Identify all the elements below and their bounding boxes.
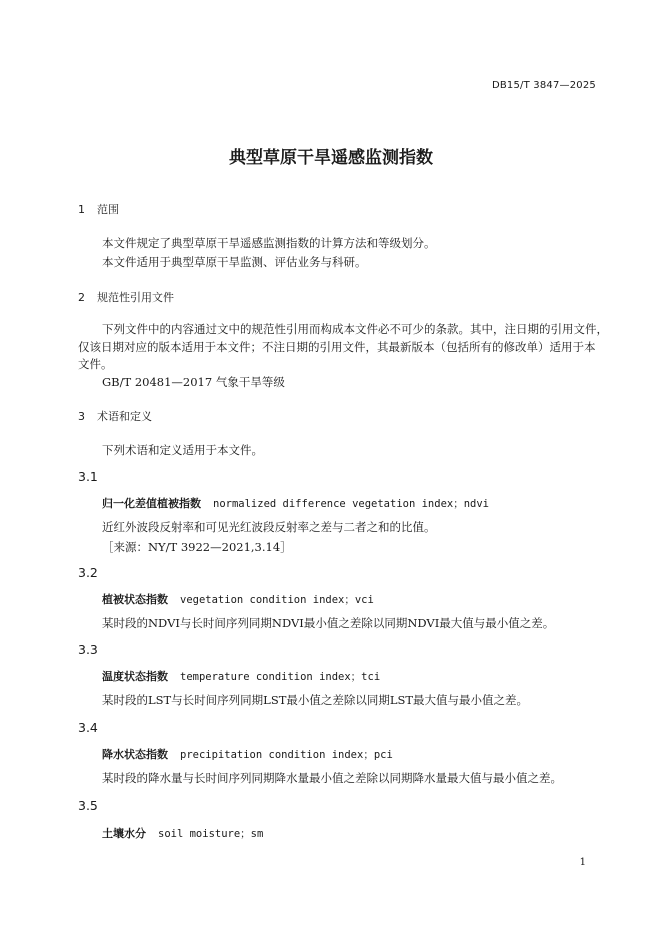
section-title: 范围 xyxy=(97,203,119,216)
term-heading xyxy=(102,668,380,684)
term-name-en: normalized difference vegetation index；ndvi xyxy=(213,498,490,510)
term-name-en: precipitation condition index；pci xyxy=(180,749,393,761)
term-definition: 某时段的NDVI与长时间序列同期NDVI最小值之差除以同期NDVI最大值与最小值之差。 xyxy=(102,616,555,630)
page-number: 1 xyxy=(579,857,586,868)
section-3-heading xyxy=(78,408,152,424)
term-number: 3.5 xyxy=(78,798,98,813)
section-title: 规范性引用文件 xyxy=(97,291,174,304)
term-name-zh: 归一化差值植被指数 xyxy=(102,497,201,510)
term-heading xyxy=(102,825,263,841)
term-heading xyxy=(102,591,374,607)
term-number: 3.3 xyxy=(78,642,98,657)
paragraph: 本文件适用于典型草原干旱监测、评估业务与科研。 xyxy=(102,255,367,269)
term-name-zh: 植被状态指数 xyxy=(102,593,168,606)
standard-code: DB15/T 3847—2025 xyxy=(491,80,596,91)
normative-reference: GB/T 20481—2017 气象干旱等级 xyxy=(102,375,285,389)
term-definition: 近红外波段反射率和可见光红波段反射率之差与二者之和的比值。 xyxy=(102,520,436,534)
paragraph: 下列文件中的内容通过文中的规范性引用而构成本文件必不可少的条款。其中，注日期的引用文件， xyxy=(102,322,608,336)
term-name-zh: 降水状态指数 xyxy=(102,748,168,761)
document-title: 典型草原干旱遥感监测指数 xyxy=(229,148,433,168)
term-number: 3.1 xyxy=(78,469,98,484)
section-title: 术语和定义 xyxy=(97,410,152,423)
term-definition: 某时段的LST与长时间序列同期LST最小值之差除以同期LST最大值与最小值之差。 xyxy=(102,693,529,707)
paragraph-continuation: 仅该日期对应的版本适用于本文件；不注日期的引用文件，其最新版本（包括所有的修改单）适用于本 xyxy=(78,340,596,354)
section-number: 1 xyxy=(78,203,85,216)
paragraph: 下列术语和定义适用于本文件。 xyxy=(102,443,263,457)
paragraph-continuation: 文件。 xyxy=(78,357,113,371)
term-definition: 某时段的降水量与长时间序列同期降水量最小值之差除以同期降水量最大值与最小值之差。 xyxy=(102,771,562,785)
term-heading xyxy=(102,746,393,762)
term-name-en: vegetation condition index；vci xyxy=(180,594,374,606)
term-number: 3.4 xyxy=(78,720,98,735)
section-2-heading xyxy=(78,289,174,305)
term-name-zh: 温度状态指数 xyxy=(102,670,168,683)
term-number: 3.2 xyxy=(78,565,98,580)
term-source: ［来源：NY/T 3922—2021,3.14］ xyxy=(102,540,292,554)
paragraph: 本文件规定了典型草原干旱遥感监测指数的计算方法和等级划分。 xyxy=(102,236,436,250)
term-name-en: temperature condition index；tci xyxy=(180,671,381,683)
section-number: 2 xyxy=(78,291,85,304)
section-number: 3 xyxy=(78,410,85,423)
term-heading xyxy=(102,495,489,511)
section-1-heading xyxy=(78,201,119,217)
term-name-en: soil moisture；sm xyxy=(158,828,264,840)
term-name-zh: 土壤水分 xyxy=(102,827,146,840)
